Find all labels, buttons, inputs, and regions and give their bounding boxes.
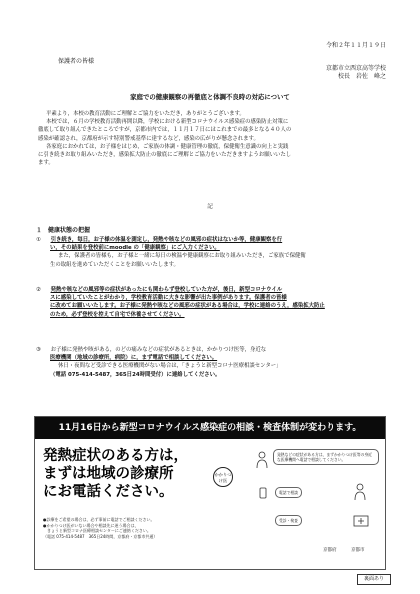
- ki-heading: 記: [207, 204, 213, 210]
- intro-line: 徹底して取り組んできたところですが，京都市内では，１１月１７日にはこれまでの最多となる４０人の: [38, 127, 292, 134]
- poster-note: （電話 075-414-5487 365日24時間，京都府・京都市共通）: [43, 533, 158, 539]
- item-3: [36, 346, 392, 379]
- item-1-line: また，保護者の皆様も，お子様と一緒に毎日の検温や健康観察にお取り組みいただき，ご家族で保健衛: [58, 253, 306, 260]
- poster-banner: 11月16日から新型コロナウイルス感染症の相談・検査体制が変わります。: [35, 417, 385, 439]
- item-1-mark: ①: [36, 237, 41, 243]
- poster-headline: [43, 447, 188, 501]
- item-3-mark: ③: [36, 347, 41, 353]
- intro-line: 平素より，本校の教育活動にご理解とご協力をいただき，ありがとうございます。: [46, 111, 245, 117]
- item-3-line: 休日・夜間など受診できる医療機関がない場合は，「きょうと新型コロナ医療相談センター」: [58, 363, 282, 370]
- poster-note: ●かかりつけ医がいない場合や相談先に迷う場合は，: [43, 522, 139, 528]
- poster-note: ●診療をご希望の場合は，必ず事前に電話でご相談ください。: [43, 517, 155, 522]
- item-1-line: い，その結果を登校前にmoodle の「健康観察」にご入力ください。: [50, 245, 220, 252]
- section-title: １ 健康状態の把握: [36, 227, 91, 234]
- item-2: [36, 286, 392, 319]
- item-2-line: のため，必ず登校を控えて自宅で休養させてください。: [50, 311, 185, 318]
- item-3-line: 医療機関（地域の診療所，病院）に，まず電話で相談してください。: [50, 355, 218, 362]
- flow-bubble-call: 電話で相談: [275, 487, 302, 498]
- flow-bubble-exam: 受診・検査: [275, 515, 302, 526]
- phone-icon: [257, 487, 269, 499]
- item-2-line: [36, 286, 392, 294]
- intro-line: 各家庭におかれては，お子様をはじめ，ご家族の体調・健康管理の徹底，保健衛生意識の向上と実践: [46, 143, 289, 150]
- poster-headline-line: にお電話ください。: [43, 484, 174, 500]
- intro-line: ます。: [38, 160, 54, 167]
- intro-paragraph: [38, 110, 388, 167]
- recipient-line: 保護者の皆様: [58, 58, 95, 65]
- kyoto-city-logo: 京都市: [351, 548, 365, 553]
- poster-flow-diagram: [253, 447, 379, 559]
- intro-line: に引き続きお取り組みいただき，感染拡大防止の徹底にご理解とご協力をいただきますようお願いいたし: [38, 152, 292, 159]
- item-2-mark: ②: [36, 287, 41, 293]
- school-name: 京都市立西京高等学校: [325, 65, 386, 72]
- reverse-side-note: 裏面あり: [357, 574, 391, 585]
- intro-line: 感染が確認され，京都府が示す特別警戒基準に達するなど，感染の広がりが懸念されます。: [38, 135, 259, 142]
- poster-note: きょうと新型コロナ医療相談センターにご連絡ください。: [43, 528, 151, 534]
- item-2-line: に改めてお願いいたします。お子様に発熱や咳などの風邪の症状がある場合は，学校に連絡のうえ，感染拡大防止: [50, 303, 325, 310]
- item-1-line: [36, 236, 392, 244]
- document-date: 令和２年１１月１９日: [325, 42, 386, 49]
- clinic-badge: かかりつけ医: [213, 467, 233, 487]
- flow-bubble-main: 発熱などの症状がある方は，まずかかりつけ医等の身近な医療機関へ電話で相談してください。: [273, 449, 379, 465]
- item-3-text: お子様に発熱や咳がある，のどの痛みなどの症状があるときは，かかりつけ医等，身近な: [50, 347, 267, 353]
- item-1-text: 引き続き，毎日，お子様の体温を測定し，発熱や咳などの風邪の症状はないか等，健康観察を行: [50, 237, 283, 243]
- hospital-icon: [353, 513, 369, 527]
- doctor-icon: [353, 483, 367, 501]
- principal-name: 校長 岩佐 峰之: [337, 73, 386, 80]
- poster-headline-line: 発熱症状のある方は，: [43, 448, 188, 464]
- item-1-line: 生の取組を進めていただくことをお願いいたします。: [50, 261, 179, 268]
- item-2-line: スに感染していたことがわかり，学校教育活動に大きな影響が出た事例があります。保護者の皆様: [50, 295, 287, 302]
- intro-line: 本校では，６月の学校教育活動再開以降，学校における新型コロナウイルス感染症の感染防止対策に: [46, 119, 289, 126]
- item-1: [36, 236, 392, 269]
- kyoto-pref-logo: 京都府: [323, 548, 337, 553]
- page-title: 家庭での健康観察の再徹底と体調不良時の対応について: [130, 93, 290, 101]
- item-3-line: （電話 075-414-5487，365日24時間受付）に連絡してください。: [50, 371, 221, 378]
- item-2-text: 発熱や咳などの風邪等の症状があったにも関わらず登校していた方が，後日，新型コロナウイル: [50, 287, 283, 293]
- info-poster: [34, 416, 386, 570]
- poster-headline-line: まずは地域の診療所: [43, 466, 174, 482]
- person-icon: [255, 451, 269, 469]
- item-3-line: [36, 346, 392, 354]
- poster-notes: [43, 517, 243, 539]
